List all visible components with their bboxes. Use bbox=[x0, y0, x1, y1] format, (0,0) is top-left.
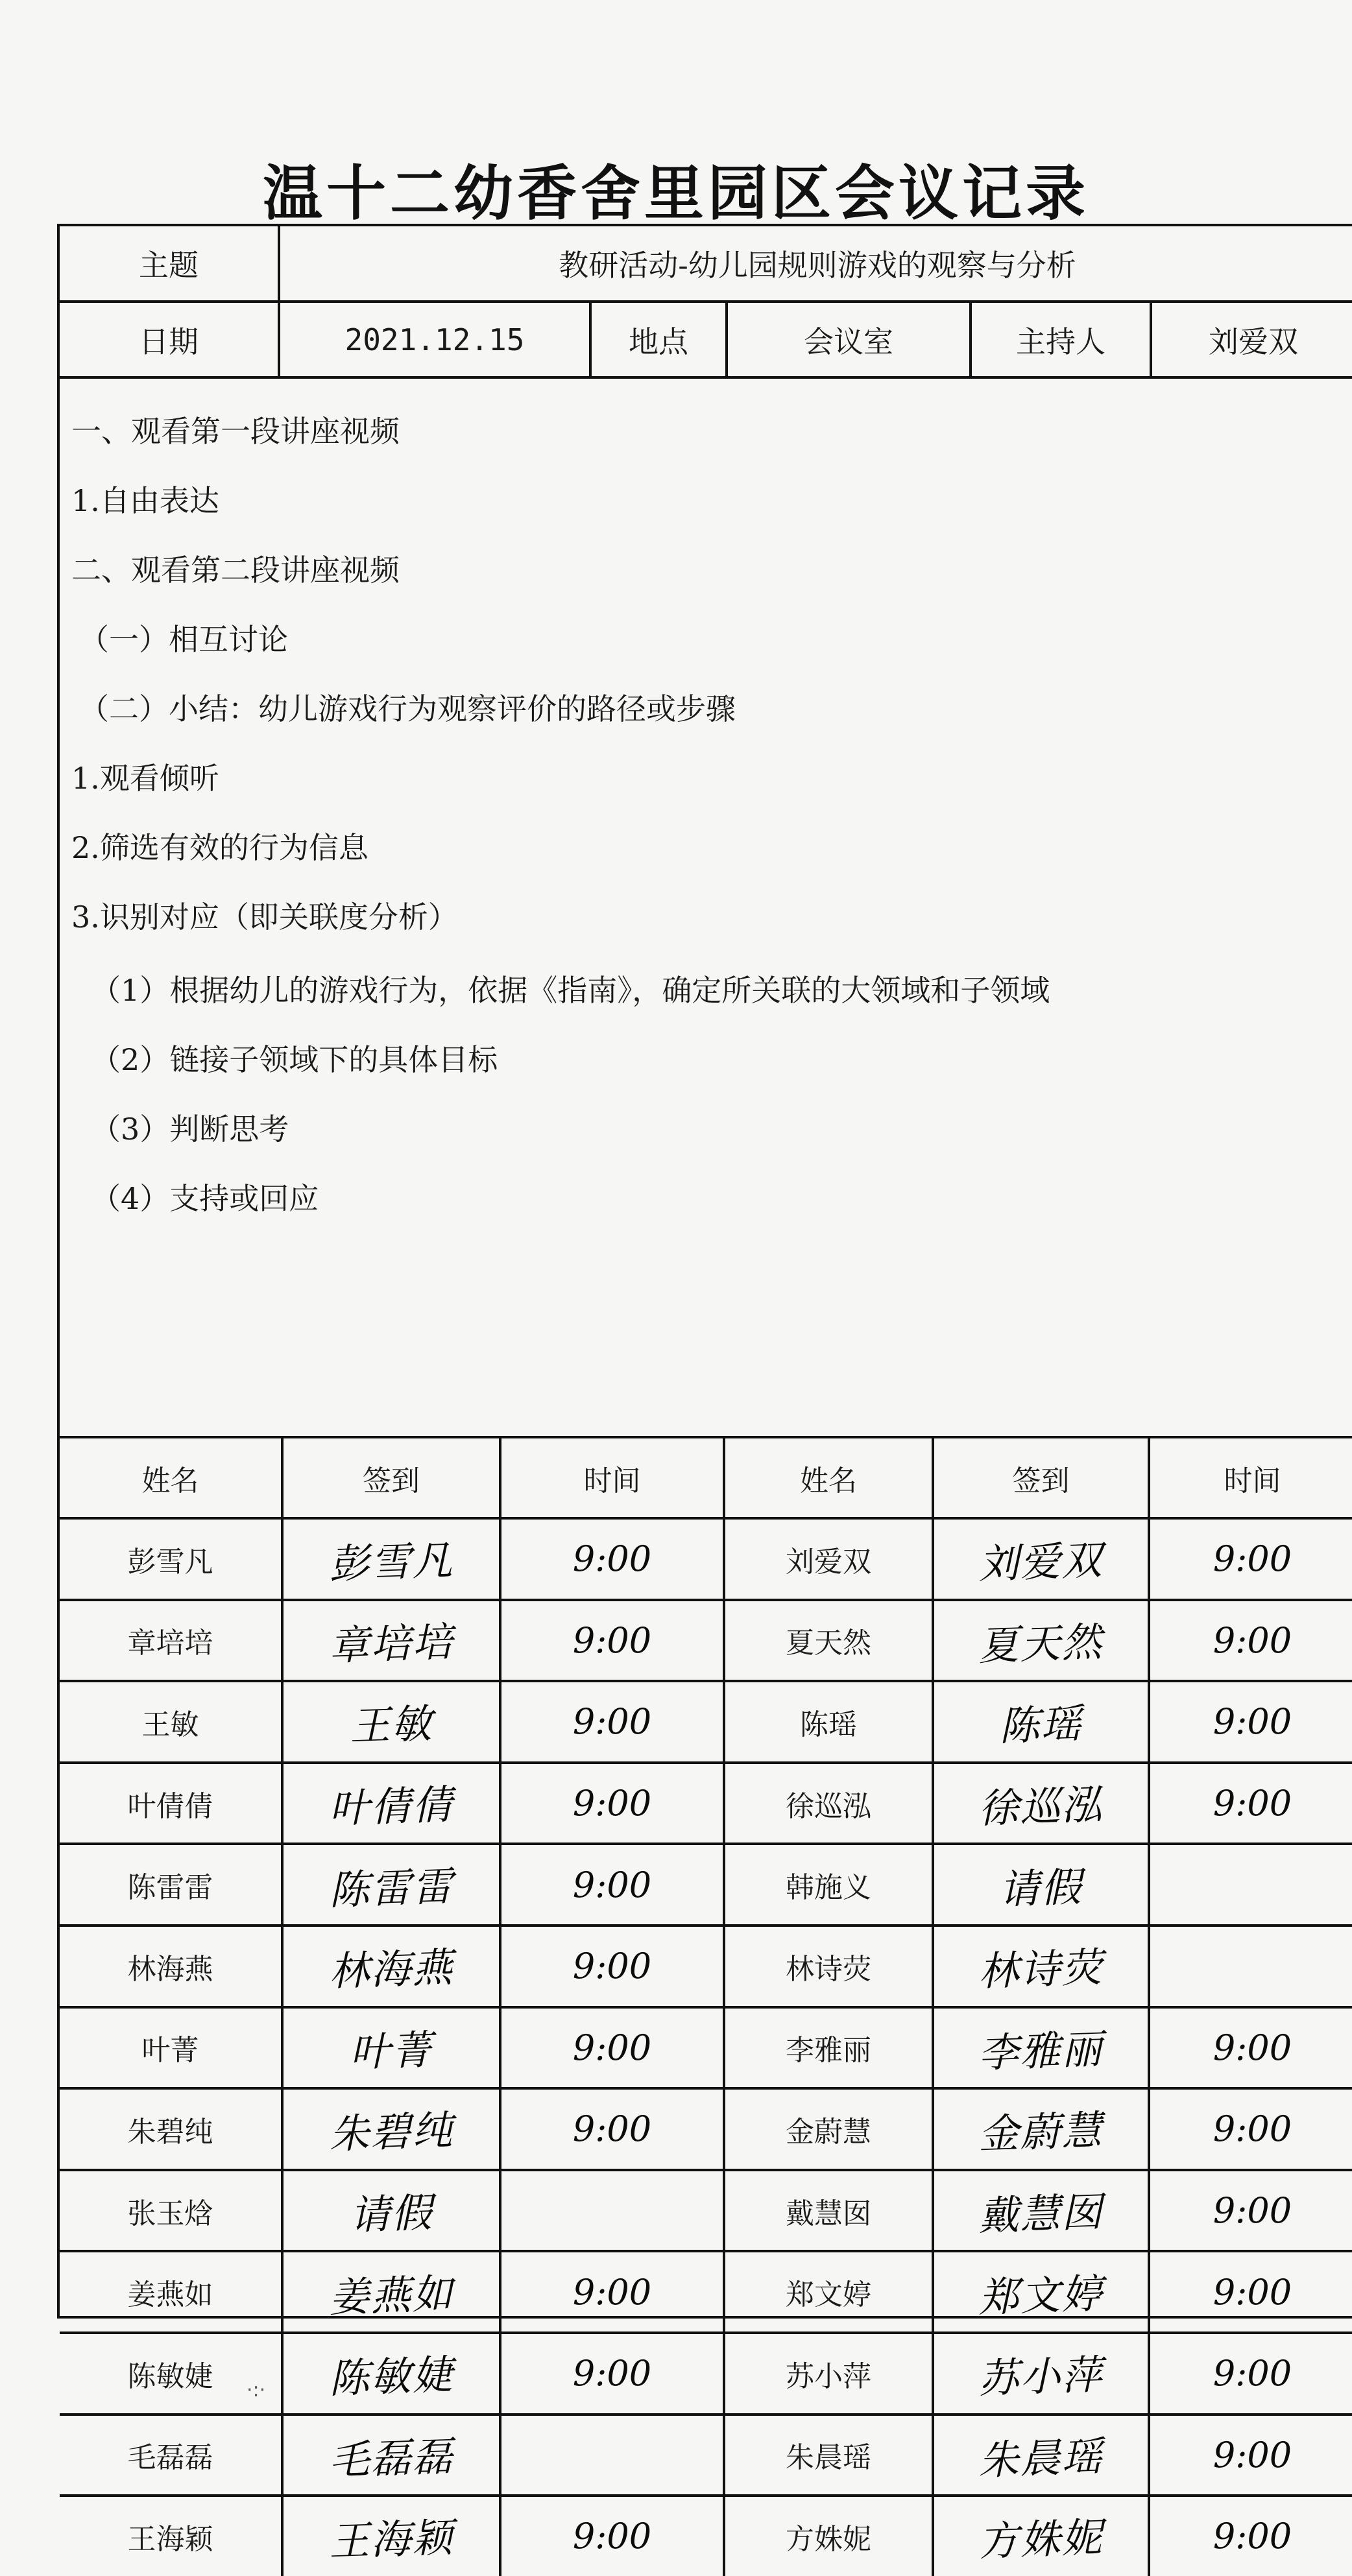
sign-in-time: 9:00 bbox=[572, 1864, 652, 1905]
sign-in-time: 9:00 bbox=[572, 2271, 652, 2313]
document-title: 温十二幼香舍里园区会议记录 bbox=[262, 159, 1089, 228]
sign-in-time: 9:00 bbox=[1213, 1538, 1292, 1580]
handwritten-signature: 林海燕 bbox=[328, 1943, 455, 1996]
time-cell bbox=[501, 1601, 725, 1680]
time-cell bbox=[1150, 2416, 1352, 2495]
time-cell bbox=[501, 1927, 725, 2006]
name-cell bbox=[60, 2090, 284, 2169]
attendee-name: 陈雷雷 bbox=[127, 1871, 213, 1905]
handwritten-signature: 戴慧囡 bbox=[978, 2188, 1104, 2240]
note-line: （2）链接子领域下的具体目标 bbox=[91, 1042, 498, 1077]
attendee-name: 韩施义 bbox=[786, 1871, 871, 1905]
attendee-name: 陈敏婕 bbox=[127, 2359, 213, 2393]
sign-in-time: 9:00 bbox=[1213, 2434, 1292, 2475]
attendee-name: 叶菁 bbox=[141, 2034, 199, 2068]
topic-row bbox=[60, 226, 1352, 303]
name-cell bbox=[725, 1520, 934, 1599]
sign-in-time: 9:00 bbox=[1213, 2027, 1292, 2068]
attendee-name: 朱碧纯 bbox=[127, 2115, 213, 2149]
attendee-name: 苏小萍 bbox=[786, 2359, 871, 2393]
sign-in-time: 9:00 bbox=[572, 1619, 652, 1661]
time-cell bbox=[1150, 1764, 1352, 1843]
time-cell bbox=[1150, 1520, 1352, 1599]
time-cell bbox=[1150, 2334, 1352, 2413]
signature-cell bbox=[934, 2416, 1150, 2495]
sign-in-time: 9:00 bbox=[1213, 1701, 1292, 1743]
name-cell bbox=[60, 1520, 284, 1599]
name-cell bbox=[60, 1682, 284, 1761]
topic-value: 教研活动-幼儿园规则游戏的观察与分析 bbox=[559, 248, 1076, 283]
name-cell bbox=[725, 2009, 934, 2088]
signature-cell bbox=[284, 1764, 501, 1843]
scan-mark: ·:· bbox=[247, 2379, 266, 2402]
handwritten-signature: 彭雪凡 bbox=[328, 1536, 455, 1588]
host-value: 刘爱双 bbox=[1209, 324, 1298, 359]
time-cell bbox=[1150, 2090, 1352, 2169]
sign-in-time: 9:00 bbox=[1213, 2271, 1292, 2313]
name-cell bbox=[60, 2497, 284, 2576]
attendance-row bbox=[60, 1517, 1352, 1599]
name-cell bbox=[725, 2334, 934, 2413]
time-cell bbox=[501, 2497, 725, 2576]
time-cell bbox=[1150, 2171, 1352, 2250]
record-table bbox=[57, 224, 1352, 2566]
column-header: 签到 bbox=[934, 1438, 1150, 1517]
time-cell bbox=[501, 2171, 725, 2250]
handwritten-signature: 叶菁 bbox=[348, 2025, 434, 2077]
note-line: 二、观看第二段讲座视频 bbox=[71, 553, 400, 588]
handwritten-signature: 请假 bbox=[998, 1863, 1083, 1913]
sign-in-time: 9:00 bbox=[572, 1783, 652, 1824]
attendance-row bbox=[60, 1599, 1352, 1680]
time-cell bbox=[501, 1845, 725, 1924]
attendee-name: 金蔚慧 bbox=[786, 2115, 871, 2149]
time-cell bbox=[501, 2334, 725, 2413]
signature-cell bbox=[284, 2009, 501, 2088]
column-header: 姓名 bbox=[60, 1438, 284, 1517]
signature-cell bbox=[934, 1682, 1150, 1761]
sign-in-time: 9:00 bbox=[572, 1701, 652, 1743]
time-cell bbox=[501, 2090, 725, 2169]
name-cell bbox=[725, 1845, 934, 1924]
handwritten-signature: 夏天然 bbox=[978, 1617, 1104, 1670]
time-cell bbox=[1150, 2009, 1352, 2088]
signature-cell bbox=[934, 1845, 1150, 1924]
handwritten-signature: 方姝妮 bbox=[978, 2514, 1104, 2566]
sign-in-time: 9:00 bbox=[1213, 2108, 1292, 2150]
signature-cell bbox=[934, 1927, 1150, 2006]
attendance-header-row bbox=[60, 1436, 1352, 1517]
handwritten-signature: 金蔚慧 bbox=[978, 2106, 1104, 2158]
signature-cell bbox=[934, 1764, 1150, 1843]
signature-cell bbox=[284, 1682, 501, 1761]
time-cell bbox=[501, 2252, 725, 2332]
time-cell bbox=[501, 1764, 725, 1843]
handwritten-signature: 苏小萍 bbox=[978, 2350, 1104, 2403]
attendance-row bbox=[60, 1761, 1352, 1843]
note-line: （4）支持或回应 bbox=[91, 1181, 319, 1216]
date-label: 日期 bbox=[60, 303, 280, 376]
time-cell bbox=[1150, 2252, 1352, 2332]
sign-in-time: 9:00 bbox=[1213, 2190, 1292, 2232]
handwritten-signature: 王敏 bbox=[348, 1700, 434, 1750]
time-cell bbox=[1150, 1682, 1352, 1761]
sign-in-time: 9:00 bbox=[572, 2353, 652, 2394]
handwritten-signature: 朱晨瑶 bbox=[978, 2432, 1104, 2485]
note-line: 1.自由表达 bbox=[71, 483, 219, 518]
name-cell bbox=[725, 2416, 934, 2495]
attendance-row bbox=[60, 1924, 1352, 2006]
attendance-row bbox=[60, 2413, 1352, 2495]
attendee-name: 林海燕 bbox=[127, 1952, 213, 1986]
handwritten-signature: 毛磊磊 bbox=[328, 2432, 455, 2485]
attendee-name: 姜燕如 bbox=[127, 2278, 213, 2312]
attendee-name: 夏天然 bbox=[786, 1627, 871, 1660]
signature-cell bbox=[284, 2090, 501, 2169]
name-cell bbox=[60, 2171, 284, 2250]
handwritten-signature: 李雅丽 bbox=[978, 2025, 1104, 2077]
signature-cell bbox=[934, 2334, 1150, 2413]
note-line: （二）小结：幼儿游戏行为观察评价的路径或步骤 bbox=[79, 691, 736, 726]
signature-cell bbox=[284, 2334, 501, 2413]
attendee-name: 林诗荧 bbox=[786, 1952, 871, 1986]
attendee-name: 章培培 bbox=[127, 1627, 213, 1660]
handwritten-signature: 徐巡泓 bbox=[978, 1780, 1104, 1833]
signature-cell bbox=[934, 2497, 1150, 2576]
signature-cell bbox=[284, 1601, 501, 1680]
note-line: （一）相互讨论 bbox=[79, 622, 288, 657]
attendance-row bbox=[60, 2087, 1352, 2169]
attendee-name: 张玉焓 bbox=[127, 2197, 213, 2230]
name-cell bbox=[725, 1927, 934, 2006]
time-cell bbox=[501, 2009, 725, 2088]
name-cell bbox=[60, 2009, 284, 2088]
signature-cell bbox=[934, 2171, 1150, 2250]
name-cell bbox=[725, 1682, 934, 1761]
name-cell bbox=[725, 2497, 934, 2576]
sign-in-time: 9:00 bbox=[572, 2027, 652, 2068]
note-line: 3.识别对应（即关联度分析） bbox=[71, 900, 458, 935]
handwritten-signature: 姜燕如 bbox=[328, 2269, 455, 2322]
time-cell bbox=[1150, 1927, 1352, 2006]
name-cell bbox=[60, 1601, 284, 1680]
host-label: 主持人 bbox=[972, 303, 1152, 376]
name-cell bbox=[725, 1601, 934, 1680]
attendee-name: 彭雪凡 bbox=[127, 1545, 213, 1579]
date-value: 2021.12.15 bbox=[280, 303, 592, 376]
name-cell bbox=[725, 2090, 934, 2169]
time-cell bbox=[1150, 2497, 1352, 2576]
column-header: 姓名 bbox=[725, 1438, 934, 1517]
note-line: 一、观看第一段讲座视频 bbox=[71, 414, 400, 449]
handwritten-signature: 朱碧纯 bbox=[328, 2106, 455, 2158]
time-cell bbox=[501, 2416, 725, 2495]
sign-in-time: 9:00 bbox=[1213, 1783, 1292, 1824]
attendee-name: 朱晨瑶 bbox=[786, 2441, 871, 2475]
sign-in-time: 9:00 bbox=[572, 2516, 652, 2557]
signature-cell bbox=[284, 1520, 501, 1599]
name-cell bbox=[725, 1764, 934, 1843]
attendee-name: 叶倩倩 bbox=[127, 1789, 213, 1823]
time-cell bbox=[501, 1520, 725, 1599]
signature-cell bbox=[284, 2252, 501, 2332]
handwritten-signature: 郑文婷 bbox=[978, 2269, 1104, 2322]
handwritten-signature: 章培培 bbox=[328, 1617, 455, 1670]
signature-cell bbox=[934, 1601, 1150, 1680]
note-line: 1.观看倾听 bbox=[71, 761, 219, 796]
attendance-row bbox=[60, 1680, 1352, 1761]
name-cell bbox=[60, 2416, 284, 2495]
signature-cell bbox=[934, 2252, 1150, 2332]
handwritten-signature: 请假 bbox=[348, 2188, 434, 2239]
topic-label: 主题 bbox=[60, 226, 280, 300]
attendee-name: 陈瑶 bbox=[800, 1708, 857, 1741]
handwritten-signature: 刘爱双 bbox=[978, 1536, 1104, 1588]
attendee-name: 王海颖 bbox=[127, 2522, 213, 2556]
signature-cell bbox=[284, 1845, 501, 1924]
signature-cell bbox=[284, 2497, 501, 2576]
signature-cell bbox=[284, 2416, 501, 2495]
column-header: 时间 bbox=[501, 1438, 725, 1517]
note-line: （3）判断思考 bbox=[91, 1112, 289, 1147]
sign-in-time: 9:00 bbox=[1213, 2353, 1292, 2394]
sign-in-time: 9:00 bbox=[572, 1946, 652, 1987]
attendance-row bbox=[60, 2250, 1352, 2332]
attendance-row bbox=[60, 2169, 1352, 2250]
date-row bbox=[60, 303, 1352, 379]
name-cell bbox=[60, 2252, 284, 2332]
attendance-row bbox=[60, 2006, 1352, 2088]
meeting-notes bbox=[60, 379, 1352, 1436]
handwritten-signature: 陈瑶 bbox=[998, 1700, 1083, 1750]
note-line: （1）根据幼儿的游戏行为，依据《指南》，确定所关联的大领域和子领域 bbox=[91, 973, 1050, 1008]
name-cell bbox=[60, 1764, 284, 1843]
column-header: 签到 bbox=[284, 1438, 501, 1517]
time-cell bbox=[1150, 1845, 1352, 1924]
handwritten-signature: 陈敏婕 bbox=[328, 2350, 455, 2403]
place-value: 会议室 bbox=[728, 303, 972, 376]
attendee-name: 王敏 bbox=[141, 1708, 199, 1741]
name-cell bbox=[60, 1845, 284, 1924]
attendee-name: 郑文婷 bbox=[786, 2278, 871, 2312]
attendance-row bbox=[60, 1843, 1352, 1924]
sign-in-time: 9:00 bbox=[572, 1538, 652, 1580]
signature-cell bbox=[934, 1520, 1150, 1599]
column-header: 时间 bbox=[1224, 1464, 1281, 1497]
signature-cell bbox=[284, 1927, 501, 2006]
note-line: 2.筛选有效的行为信息 bbox=[71, 830, 368, 865]
handwritten-signature: 陈雷雷 bbox=[328, 1862, 455, 1914]
attendee-name: 方姝妮 bbox=[786, 2522, 871, 2556]
place-label: 地点 bbox=[592, 303, 728, 376]
attendee-name: 李雅丽 bbox=[786, 2034, 871, 2068]
attendee-name: 毛磊磊 bbox=[127, 2441, 213, 2475]
attendee-name: 刘爱双 bbox=[786, 1545, 871, 1579]
signature-cell bbox=[934, 2090, 1150, 2169]
name-cell bbox=[725, 2252, 934, 2332]
handwritten-signature: 叶倩倩 bbox=[328, 1780, 455, 1833]
name-cell bbox=[725, 2171, 934, 2250]
sign-in-time: 9:00 bbox=[572, 2108, 652, 2150]
sign-in-time: 9:00 bbox=[1213, 1619, 1292, 1661]
time-cell bbox=[1150, 1601, 1352, 1680]
time-cell bbox=[501, 1682, 725, 1761]
handwritten-signature: 林诗荧 bbox=[978, 1943, 1104, 1996]
sign-in-time: 9:00 bbox=[1213, 2516, 1292, 2557]
name-cell bbox=[60, 1927, 284, 2006]
attendee-name: 徐巡泓 bbox=[786, 1789, 871, 1823]
attendance-row bbox=[60, 2494, 1352, 2576]
signature-cell bbox=[284, 2171, 501, 2250]
handwritten-signature: 王海颖 bbox=[328, 2514, 455, 2566]
signature-cell bbox=[934, 2009, 1150, 2088]
attendee-name: 戴慧囡 bbox=[786, 2197, 871, 2230]
